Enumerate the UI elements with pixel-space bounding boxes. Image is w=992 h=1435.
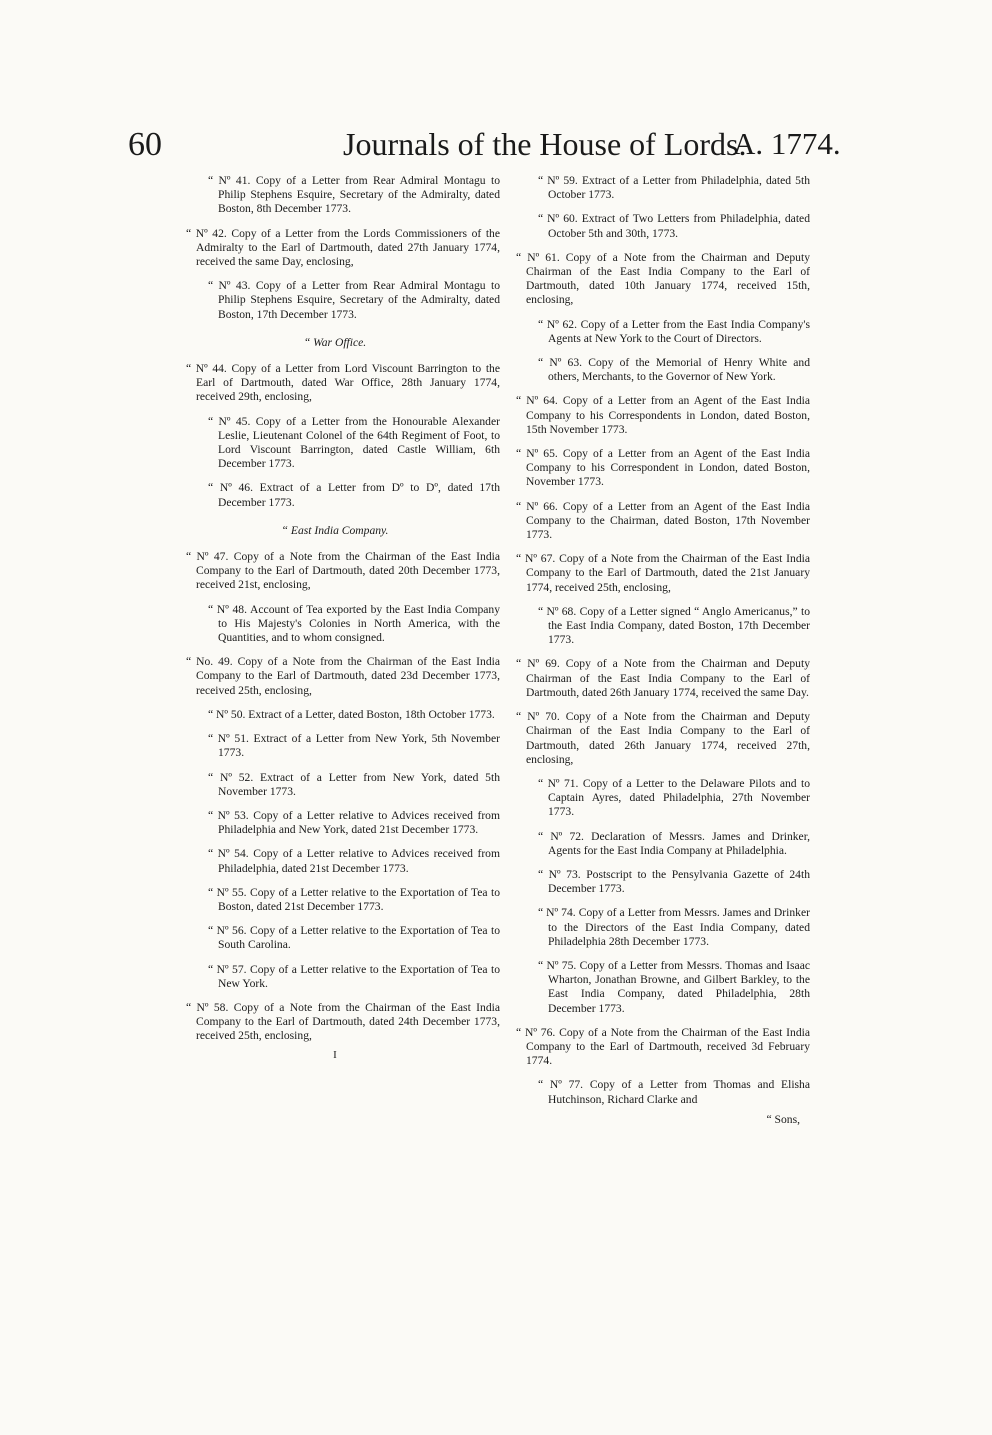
page-number: 60 <box>128 126 162 163</box>
document-entry: “ Nº 51. Extract of a Letter from New York, 5th November 1773. <box>208 732 500 760</box>
left-column <box>170 174 500 1062</box>
running-title: Journals of the House of Lords. <box>343 126 747 162</box>
page-year: A. 1774. <box>733 126 841 161</box>
document-entry: “ Nº 62. Copy of a Letter from the East India Company's Agents at New York to the Court of Directors. <box>538 317 810 345</box>
document-entry: “ Nº 60. Extract of Two Letters from Philadelphia, dated October 5th and 30th, 1773. <box>538 212 810 240</box>
document-entry: “ Nº 57. Copy of a Letter relative to the Exportation of Tea to New York. <box>208 962 500 990</box>
document-entry: “ Nº 56. Copy of a Letter relative to the Exportation of Tea to South Carolina. <box>208 924 500 952</box>
document-entry: “ Nº 52. Extract of a Letter from New York, dated 5th November 1773. <box>208 770 500 798</box>
right-column <box>500 174 810 1127</box>
document-entry: “ Nº 55. Copy of a Letter relative to the Exportation of Tea to Boston, dated 21st December 1773. <box>208 885 500 913</box>
document-entry: “ Nº 70. Copy of a Note from the Chairman and Deputy Chairman of the East India Company to the Earl of Dartmouth, dated 26th January 1774, received 27th, enclosing, <box>516 710 810 766</box>
section-heading: “ East India Company. <box>281 523 389 537</box>
document-entry: “ Nº 65. Copy of a Letter from an Agent of the East India Company to his Correspondent in London, dated Boston, November 1773. <box>516 447 810 489</box>
document-entry: “ Nº 44. Copy of a Letter from Lord Viscount Barrington to the Earl of Dartmouth, dated War Office, 28th January 1774, received 29th, enclosing, <box>186 362 500 404</box>
document-entry: “ Nº 71. Copy of a Letter to the Delaware Pilots and to Captain Ayres, dated Philadelphia, 27th November 1773. <box>538 776 810 819</box>
section-heading: “ War Office. <box>303 335 367 349</box>
document-entry: “ Nº 53. Copy of a Letter relative to Advices received from Philadelphia and New York, dated 21st December 1773. <box>208 808 500 837</box>
document-entry: “ Nº 72. Declaration of Messrs. James and Drinker, Agents for the East India Company at Philadelphia. <box>538 829 810 857</box>
document-entry: “ Nº 54. Copy of a Letter relative to Advices received from Philadelphia, dated 21st December 1773. <box>208 847 500 875</box>
document-entry: “ No. 49. Copy of a Note from the Chairman of the East India Company to the Earl of Dartmouth, dated 23d December 1773, received 25th, enclosing, <box>186 655 500 697</box>
document-entry: “ Nº 63. Copy of the Memorial of Henry White and others, Merchants, to the Governor of New York. <box>538 356 810 384</box>
document-entry: “ Nº 75. Copy of a Letter from Messrs. Thomas and Isaac Wharton, Jonathan Browne, and Gilbert Barkley, to the East India Company, dated Philadelphia, 28th December 1773. <box>538 958 810 1015</box>
document-entry: “ Nº 73. Postscript to the Pensylvania Gazette of 24th December 1773. <box>538 867 810 896</box>
document-entry: “ Nº 77. Copy of a Letter from Thomas and Elisha Hutchinson, Richard Clarke and <box>538 1078 810 1106</box>
document-entry: “ Nº 67. Copy of a Note from the Chairman of the East India Company to the Earl of Dartmouth, dated the 21st January 1774, received 25th, enclosing, <box>516 552 810 594</box>
catchword: “ Sons, <box>766 1112 800 1126</box>
document-entry: “ Nº 61. Copy of a Note from the Chairman and Deputy Chairman of the East India Company to the Earl of Dartmouth, dated 10th January 1774, received 15th, enclosing, <box>516 250 810 307</box>
document-entry: “ Nº 46. Extract of a Letter from Dº to Dº, dated 17th December 1773. <box>208 481 500 509</box>
signature-mark: I <box>333 1048 337 1061</box>
document-entry: “ Nº 41. Copy of a Letter from Rear Admiral Montagu to Philip Stephens Esquire, Secretary of the Admiralty, dated Boston, 8th December 1773. <box>208 174 500 216</box>
document-entry: “ Nº 47. Copy of a Note from the Chairman of the East India Company to the Earl of Dartmouth, dated 20th December 1773, received 21st, enclosing, <box>186 550 500 592</box>
document-entry: “ Nº 68. Copy of a Letter signed “ Anglo Americanus,” to the East India Company, dated Boston, 17th December 1773. <box>538 604 810 647</box>
document-entry: “ Nº 43. Copy of a Letter from Rear Admiral Montagu to Philip Stephens Esquire, Secretary of the Admiralty, dated Boston, 17th December 1773. <box>208 279 500 321</box>
document-entry: “ Nº 69. Copy of a Note from the Chairman and Deputy Chairman of the East India Company to the Earl of Dartmouth, dated 26th January 1774, received the same Day. <box>516 657 810 699</box>
document-entry: “ Nº 64. Copy of a Letter from an Agent of the East India Company to his Correspondents in London, dated Boston, 15th November 1773. <box>516 394 810 436</box>
document-entry: “ Nº 76. Copy of a Note from the Chairman of the East India Company to the Earl of Dartmouth, received 3d February 1774. <box>516 1025 810 1068</box>
document-entry: “ Nº 50. Extract of a Letter, dated Boston, 18th October 1773. <box>208 707 495 721</box>
document-entry: “ Nº 45. Copy of a Letter from the Honourable Alexander Leslie, Lieutenant Colonel of the 64th Regiment of Foot, to Lord Viscount Barrington, dated Castle William, 6th December 1773. <box>208 414 500 471</box>
document-entry: “ Nº 48. Account of Tea exported by the East India Company to His Majesty's Colonies in North America, with the Quantities, and to whom consigned. <box>208 602 500 645</box>
document-entry: “ Nº 59. Extract of a Letter from Philadelphia, dated 5th October 1773. <box>538 174 810 202</box>
document-entry: “ Nº 58. Copy of a Note from the Chairman of the East India Company to the Earl of Dartmouth, dated 24th December 1773, received 25th, enclosing, <box>186 1000 500 1043</box>
document-entry: “ Nº 42. Copy of a Letter from the Lords Commissioners of the Admiralty to the Earl of Dartmouth, dated 27th January 1774, received the same Day, enclosing, <box>186 226 500 269</box>
document-entry: “ Nº 74. Copy of a Letter from Messrs. James and Drinker to the Directors of the East India Company, dated Philadelphia 28th December 1773. <box>538 906 810 948</box>
document-entry: “ Nº 66. Copy of a Letter from an Agent of the East India Company to the Chairman, dated Boston, 17th November 1773. <box>516 499 810 542</box>
